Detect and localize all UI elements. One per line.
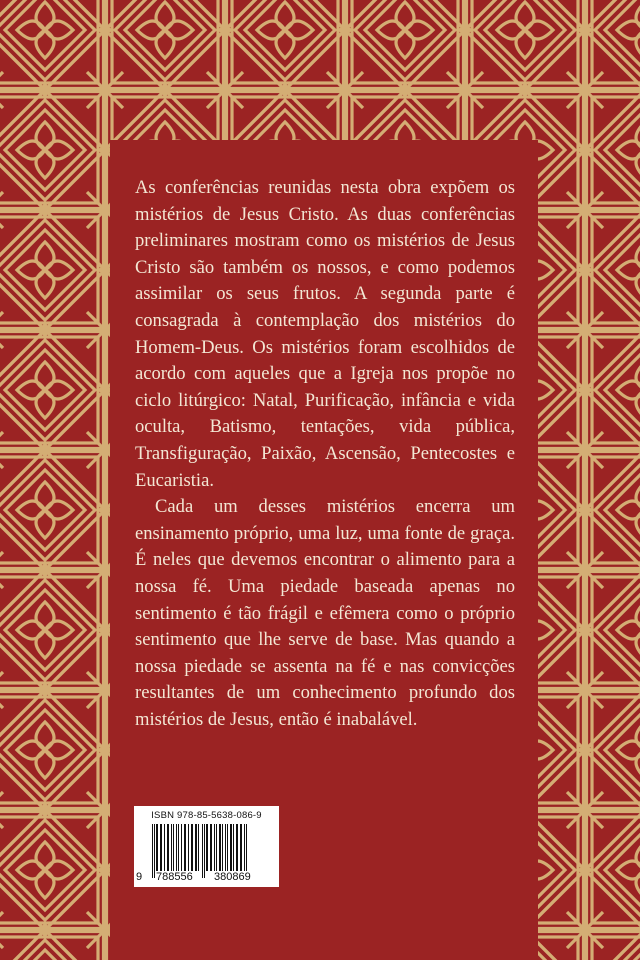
barcode-bar [181,824,182,871]
barcode-bar [214,824,215,871]
barcode-bar [219,824,221,871]
barcode-digits-right: 380869 [214,871,251,883]
paragraph-2: Cada um desses mistérios encerra um ensinamento próprio, uma luz, uma fonte de graça. É neles que devemos encontrar o alimento para a nossa fé. Uma piedade baseada apenas no sentimento é tão frágil e efêmera como o próprio sentimento que lhe serve de base. Mas quando a nossa piedade se assenta na fé e nas convicções resultantes de um conhecimento profundo dos mistérios de Jesus, então é inabalável. [135,496,515,730]
barcode-bar [167,824,169,871]
barcode-bar [246,824,247,878]
barcode-bar [233,824,234,871]
barcode-bar [173,824,174,871]
barcode-bar [188,824,189,871]
barcode-bar [171,824,172,871]
barcode-bar [222,824,223,871]
barcode-bar [152,824,153,878]
barcode-bar [230,824,232,871]
barcode-digits-left: 788556 [156,871,193,883]
isbn-label: ISBN 978-85-5638-086-9 [151,810,262,821]
barcode-bar [236,824,238,871]
barcode-box [134,806,279,887]
barcode-bar [225,824,226,871]
barcode-bar [202,824,203,878]
barcode-bar [176,824,177,871]
barcode-bar [198,824,199,871]
barcode-bar [227,824,228,871]
paragraph-1: As conferências reunidas nesta obra expõem os mistérios de Jesus Cristo. As duas conferências preliminares mostram como os mistérios de Jesus Cristo são também os nossos, e como podemos assimilar os seus frutos. A segunda parte é consagrada à contemplação dos mistérios do Homem-Deus. Os mistérios foram escolhidos de acordo com aqueles que a Igreja nos propõe no ciclo litúrgico: Natal, Purificação, infância e vida oculta, Batismo, tentações, vida pública, Transfiguração, Paixão, Ascensão, Pentecostes e Eucaristia. [135,177,515,491]
barcode-bar [210,824,212,871]
barcode-bar [195,824,197,871]
barcode-bar [206,824,208,871]
barcode-digit-first: 9 [136,871,143,883]
barcode-bar [178,824,179,871]
barcode-bar [164,824,165,871]
barcode-bar [154,824,155,878]
barcode-bar [184,824,186,871]
back-cover-text [135,175,515,733]
barcode-bar [156,824,158,871]
barcode-bar [216,824,217,871]
barcode-bar [204,824,205,878]
barcode-bar [244,824,245,878]
barcode-bar [191,824,193,871]
barcode-bar [160,824,162,871]
barcode-bar [240,824,242,871]
